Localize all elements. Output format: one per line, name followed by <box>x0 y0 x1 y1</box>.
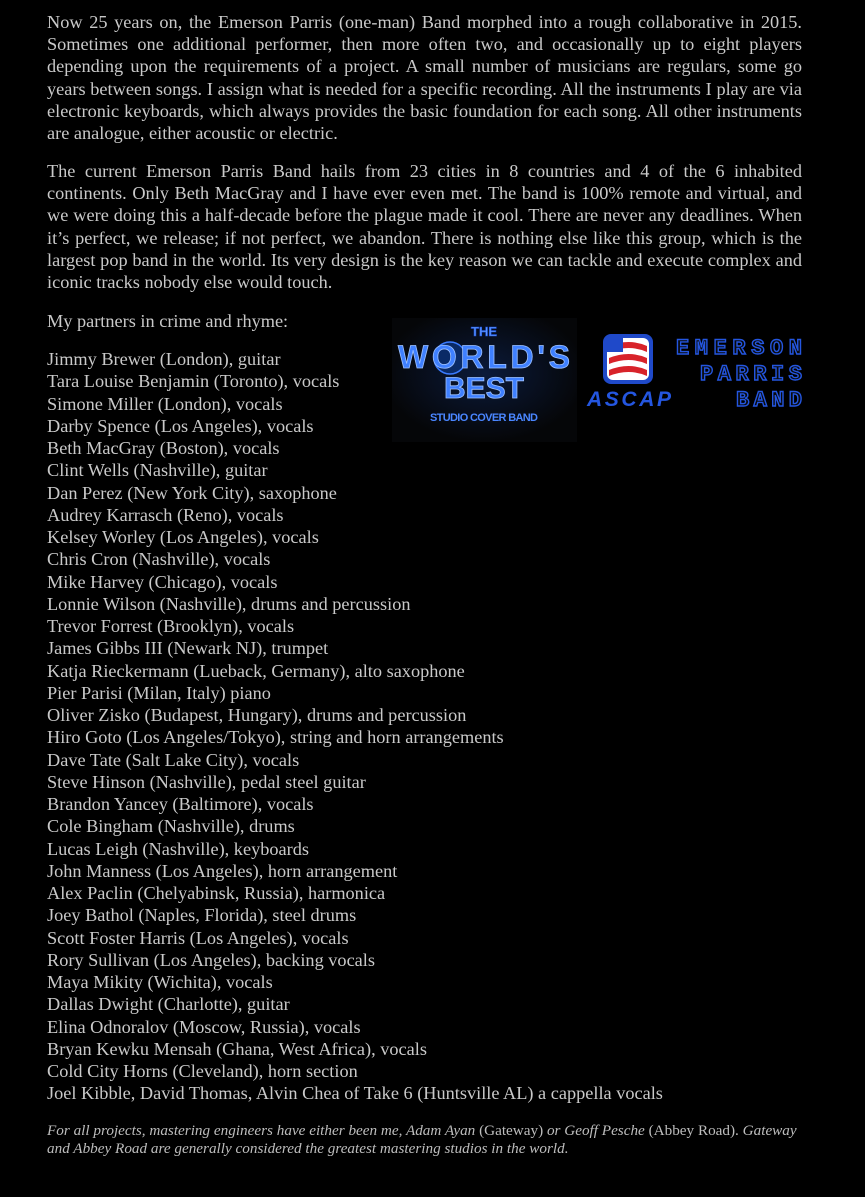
member-item: Alex Paclin (Chelyabinsk, Russia), harmonica <box>47 883 386 903</box>
member-item: Dan Perez (New York City), saxophone <box>47 482 337 503</box>
member-item: Maya Mikity (Wichita), vocals <box>47 972 273 992</box>
paragraph-history: Now 25 years on, the Emerson Parris (one-man) Band morphed into a rough collaborative in 2015. Sometimes one additional performer, then more often two, and occasionally up to eight players depending upon the requirements of a project. A small number of musicians are regulars, some go years between songs. I assign what is needed for a specific recording. All the instruments I play are via electronic keyboards, which always provides the basic foundation for each song. All other instruments are analogue, either acoustic or electric. <box>47 12 802 144</box>
member-item: Pier Parisi (Milan, Italy) piano <box>47 682 271 703</box>
footnote-part-4: (Abbey Road). <box>644 1122 743 1139</box>
epb-line-parris: PARRIS <box>700 362 802 387</box>
member-item: Trevor Forrest (Brooklyn), vocals <box>47 616 295 636</box>
member-item: Joel Kibble, David Thomas, Alvin Chea of Take 6 (Huntsville AL) a cappella vocals <box>47 1083 663 1104</box>
ascap-logo <box>585 330 673 410</box>
epb-line-emerson: EMERSON <box>676 336 802 361</box>
emerson-parris-band-logo <box>672 334 804 414</box>
worlds-best-best: BEST <box>443 372 525 405</box>
footnote-part-2: (Gateway) <box>475 1122 547 1139</box>
member-item: Bryan Kewku Mensah (Ghana, West Africa), vocals <box>47 1038 427 1059</box>
member-item: Audrey Karrasch (Reno), vocals <box>47 504 284 525</box>
epb-line-band: BAND <box>736 388 802 413</box>
member-item: Lucas Leigh (Nashville), keyboards <box>47 838 309 859</box>
member-item: Cole Bingham (Nashville), drums <box>47 816 295 837</box>
member-item: Simone Miller (London), vocals <box>47 393 283 414</box>
member-item: Rory Sullivan (Los Angeles), backing vocals <box>47 949 375 970</box>
member-item: Hiro Goto (Los Angeles/Tokyo), string and horn arrangements <box>47 727 504 748</box>
footnote-part-3: or Geoff Pesche <box>546 1122 645 1139</box>
ascap-text: ASCAP <box>587 388 671 410</box>
mastering-footnote <box>47 1122 797 1159</box>
member-item: Tara Louise Benjamin (Toronto), vocals <box>47 371 340 392</box>
worlds-best-tagline: STUDIO COVER BAND <box>430 412 538 424</box>
worlds-best-the: THE <box>471 324 497 339</box>
footnote-part-1: For all projects, mastering engineers have either been me, Adam Ayan <box>47 1122 476 1139</box>
worlds-best-worlds: WORLD'S <box>398 339 570 375</box>
member-item: Lonnie Wilson (Nashville), drums and percussion <box>47 593 411 614</box>
member-item: Beth MacGray (Boston), vocals <box>47 438 280 458</box>
member-item: Clint Wells (Nashville), guitar <box>47 460 268 481</box>
paragraph-band-description: The current Emerson Parris Band hails from 23 cities in 8 countries and 4 of the 6 inhabited continents. Only Beth MacGray and I have ever even met. The band is 100% remote and virtual, and we were doing this a half-decade before the plague made it cool. There are never any deadlines. When it’s perfect, we release; if not perfect, we abandon. There is nothing else like this group, which is the largest pop band in the world. Its very design is the key reason we can tackle and execute complex and iconic tracks nobody else would touch. <box>47 161 802 293</box>
member-item: Brandon Yancey (Baltimore), vocals <box>47 794 314 814</box>
member-item: Oliver Zisko (Budapest, Hungary), drums and percussion <box>47 705 467 725</box>
member-item: John Manness (Los Angeles), horn arrangement <box>47 860 398 881</box>
member-item: Chris Cron (Nashville), vocals <box>47 549 271 570</box>
worlds-best-logo <box>392 318 577 442</box>
member-item: Jimmy Brewer (London), guitar <box>47 349 281 369</box>
member-item: Dallas Dwight (Charlotte), guitar <box>47 994 290 1015</box>
member-item: James Gibbs III (Newark NJ), trumpet <box>47 638 329 659</box>
member-item: Steve Hinson (Nashville), pedal steel guitar <box>47 771 366 792</box>
member-item: Kelsey Worley (Los Angeles), vocals <box>47 527 319 547</box>
member-item: Darby Spence (Los Angeles), vocals <box>47 415 314 436</box>
member-item: Elina Odnoralov (Moscow, Russia), vocals <box>47 1016 361 1037</box>
member-item: Joey Bathol (Naples, Florida), steel drums <box>47 905 357 926</box>
member-item: Katja Rieckermann (Lueback, Germany), alto saxophone <box>47 660 465 681</box>
member-list <box>47 348 663 1105</box>
member-item: Cold City Horns (Cleveland), horn section <box>47 1061 358 1081</box>
footnote-part-5: Gateway and Abbey Road are generally considered the greatest mastering studios in the world. <box>47 1122 797 1158</box>
member-item: Mike Harvey (Chicago), vocals <box>47 571 278 592</box>
partners-intro: My partners in crime and rhyme: <box>47 311 289 331</box>
member-item: Dave Tate (Salt Lake City), vocals <box>47 749 300 770</box>
member-item: Scott Foster Harris (Los Angeles), vocals <box>47 927 349 948</box>
